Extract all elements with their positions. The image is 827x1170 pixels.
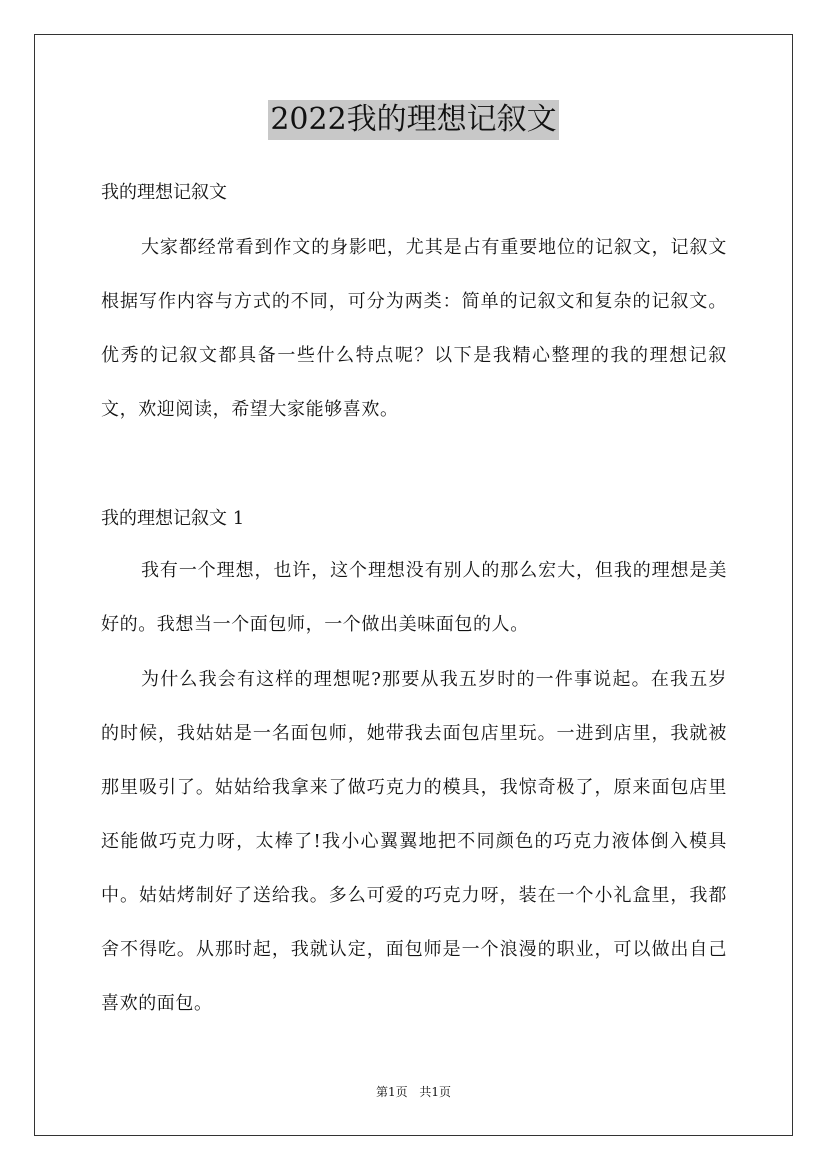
document-title: 2022我的理想记叙文 [268, 100, 558, 140]
page-total: 共1页 [419, 1085, 452, 1099]
body-paragraph-1: 我有一个理想，也许，这个理想没有别人的那么宏大，但我的理想是美好的。我想当一个面包师，一个做出美味面包的人。 [101, 560, 727, 635]
section-heading: 我的理想记叙文 [101, 182, 227, 203]
intro-paragraph: 大家都经常看到作文的身影吧，尤其是占有重要地位的记叙文，记叙文根据写作内容与方式的不同，可分为两类：简单的记叙文和复杂的记叙文。优秀的记叙文都具备一些什么特点呢？以下是我精心整理的我的理想记叙文，欢迎阅读，希望大家能够喜欢。 [101, 237, 727, 420]
essay-heading: 我的理想记叙文 1 [101, 508, 245, 529]
page-footer [0, 1084, 827, 1100]
page-number: 第1页 [375, 1085, 408, 1099]
title-container [0, 100, 827, 140]
body-paragraph-2: 为什么我会有这样的理想呢?那要从我五岁时的一件事说起。在我五岁的时候，我姑姑是一名面包师，她带我去面包店里玩。一进到店里，我就被那里吸引了。姑姑给我拿来了做巧克力的模具，我惊奇极了，原来面包店里还能做巧克力呀，太棒了!我小心翼翼地把不同颜色的巧克力液体倒入模具中。姑姑烤制好了送给我。多么可爱的巧克力呀，装在一个小礼盒里，我都舍不得吃。从那时起，我就认定，面包师是一个浪漫的职业，可以做出自己喜欢的面包。 [101, 669, 727, 1014]
